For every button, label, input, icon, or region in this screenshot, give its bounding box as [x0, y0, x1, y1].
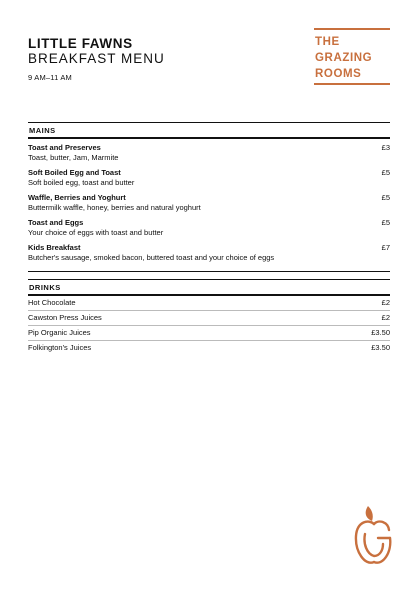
item-description: Toast, butter, Jam, Marmite — [28, 153, 119, 162]
divider — [28, 271, 390, 272]
item-name: Cawston Press Juices — [28, 313, 102, 322]
item-price: £5 — [381, 193, 390, 202]
item-name: Toast and Preserves — [28, 143, 101, 152]
item-name: Pip Organic Juices — [28, 328, 91, 337]
drink-item — [28, 326, 390, 341]
item-name: Folkington's Juices — [28, 343, 92, 352]
item-description: Soft boiled egg, toast and butter — [28, 178, 135, 187]
item-name: Soft Boiled Egg and Toast — [28, 168, 121, 177]
item-name: Waffle, Berries and Yoghurt — [28, 193, 126, 202]
item-price: £2 — [381, 313, 390, 322]
section-heading-drinks: DRINKS — [29, 283, 61, 292]
item-description: Butcher's sausage, smoked bacon, buttered toast and your choice of eggs — [28, 253, 275, 262]
divider — [28, 137, 390, 139]
menu-item — [28, 243, 390, 268]
item-price: £5 — [381, 218, 390, 227]
menu-subtitle: BREAKFAST MENU — [28, 51, 165, 66]
logo-line: GRAZING — [315, 52, 373, 64]
restaurant-title: LITTLE FAWNS — [28, 36, 133, 51]
drink-item — [28, 296, 390, 311]
menu-item — [28, 143, 390, 168]
opening-hours: 9 AM–11 AM — [28, 73, 72, 82]
item-description: Your choice of eggs with toast and butter — [28, 228, 164, 237]
item-name: Toast and Eggs — [28, 218, 84, 227]
drinks-section — [28, 279, 390, 356]
logo-line: ROOMS — [315, 68, 362, 80]
item-name: Kids Breakfast — [28, 243, 81, 252]
item-price: £5 — [381, 168, 390, 177]
item-price: £2 — [381, 298, 390, 307]
item-price: £3.50 — [371, 328, 390, 337]
item-name: Hot Chocolate — [28, 298, 76, 307]
drink-item — [28, 311, 390, 326]
menu-item — [28, 168, 390, 193]
item-price: £7 — [381, 243, 390, 252]
brand-logo — [314, 28, 390, 85]
menu-header — [28, 36, 165, 82]
logo-line: THE — [315, 36, 340, 48]
grazing-rooms-monogram-icon — [352, 504, 394, 570]
item-description: Buttermilk waffle, honey, berries and natural yoghurt — [28, 203, 201, 212]
mains-section — [28, 122, 390, 272]
item-price: £3.50 — [371, 343, 390, 352]
section-heading-mains: MAINS — [29, 126, 56, 135]
drink-item — [28, 341, 390, 356]
menu-item — [28, 218, 390, 243]
item-price: £3 — [381, 143, 390, 152]
menu-item — [28, 193, 390, 218]
